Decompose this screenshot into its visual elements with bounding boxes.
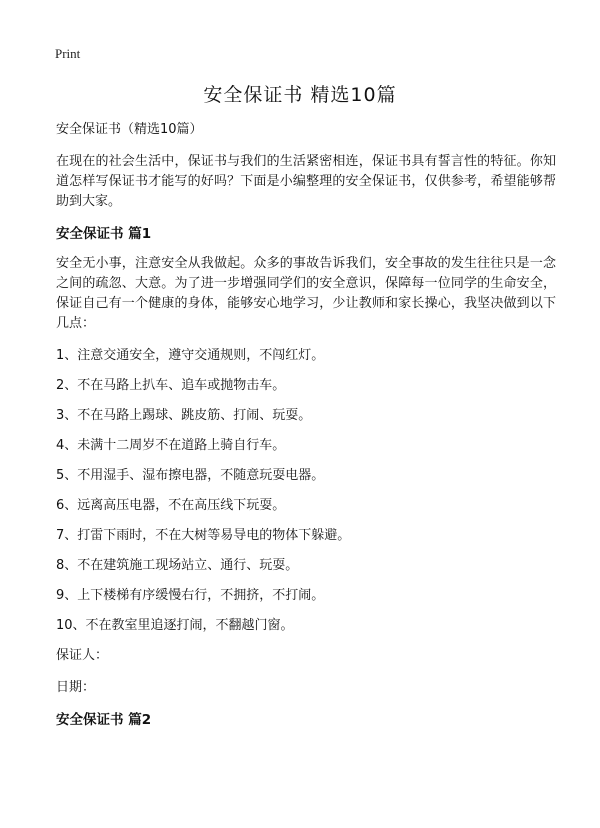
list-item: 10、不在教室里追逐打闹，不翻越门窗。 (56, 618, 294, 633)
section-heading-1: 安全保证书 篇1 (56, 226, 152, 242)
list-item: 4、未满十二周岁不在道路上骑自行车。 (56, 438, 286, 453)
list-item: 7、打雷下雨时，不在大树等易导电的物体下躲避。 (56, 528, 351, 543)
print-label[interactable]: Print (55, 46, 81, 61)
list-item: 3、不在马路上踢球、跳皮筋、打闹、玩耍。 (56, 408, 312, 423)
list-item: 6、远离高压电器，不在高压线下玩耍。 (56, 498, 286, 513)
list-item: 9、上下楼梯有序缓慢右行，不拥挤，不打闹。 (56, 588, 325, 603)
list-item: 8、不在建筑施工现场站立、通行、玩耍。 (56, 558, 299, 573)
guarantor-label: 保证人： (56, 648, 109, 663)
intro-paragraph: 在现在的社会生活中，保证书与我们的生活紧密相连，保证书具有誓言性的特征。你知道怎样写保证书才能写的好吗？下面是小编整理的安全保证书，仅供参考，希望能够帮助到大家。 (56, 154, 556, 209)
list-item: 1、注意交通安全，遵守交通规则，不闯红灯。 (56, 348, 325, 363)
section-1-paragraph: 安全无小事，注意安全从我做起。众多的事故告诉我们，安全事故的发生往往只是一念之间的疏忽、大意。为了进一步增强同学们的安全意识，保障每一位同学的生命安全，保证自己有一个健康的身体，能够安心地学习，少让教师和家长操心，我坚决做到以下几点： (56, 256, 556, 331)
section-heading-2: 安全保证书 篇2 (56, 712, 152, 728)
date-label: 日期： (56, 680, 96, 695)
document-subtitle: 安全保证书（精选10篇） (56, 122, 203, 137)
list-item: 2、不在马路上扒车、追车或抛物击车。 (56, 378, 286, 393)
page-title: 安全保证书 精选10篇 (203, 84, 397, 106)
document-body (56, 120, 556, 740)
pledge-list (56, 346, 556, 636)
list-item: 5、不用湿手、湿布擦电器，不随意玩耍电器。 (56, 468, 325, 483)
